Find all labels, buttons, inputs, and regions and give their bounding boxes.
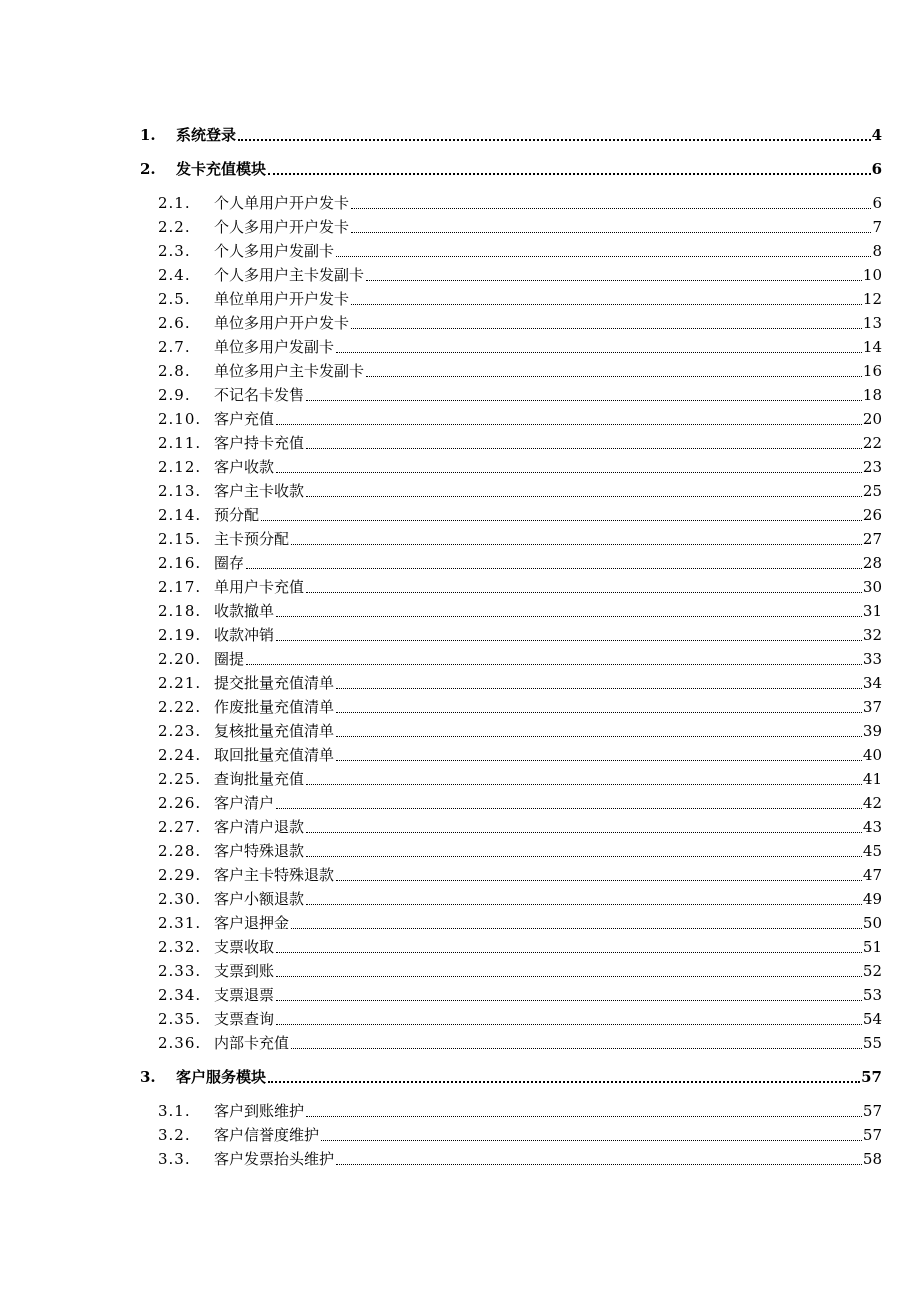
toc-dot-leader bbox=[276, 976, 862, 977]
toc-entry-title: 客户服务模块 bbox=[176, 1068, 267, 1086]
toc-dot-leader bbox=[306, 400, 862, 401]
toc-chapter-entry[interactable] bbox=[0, 1065, 882, 1089]
toc-entry-number: 2.27. bbox=[158, 818, 202, 836]
toc-section-entry[interactable] bbox=[0, 815, 882, 839]
toc-dot-leader bbox=[276, 616, 862, 617]
toc-entry-page-number: 10 bbox=[862, 266, 882, 284]
toc-dot-leader bbox=[336, 880, 862, 881]
toc-dot-leader bbox=[306, 856, 862, 857]
toc-entry-title: 主卡预分配 bbox=[214, 530, 290, 548]
toc-dot-leader bbox=[306, 832, 862, 833]
toc-section-entry[interactable] bbox=[0, 287, 882, 311]
toc-entry-number: 2.26. bbox=[158, 794, 202, 812]
toc-dot-leader bbox=[336, 760, 862, 761]
toc-entry-title: 作废批量充值清单 bbox=[214, 698, 335, 716]
toc-entry-title: 不记名卡发售 bbox=[214, 386, 305, 404]
toc-entry-number: 2.10. bbox=[158, 410, 202, 428]
toc-entry-number: 2.6. bbox=[158, 314, 191, 332]
toc-section-entry[interactable] bbox=[0, 1007, 882, 1031]
toc-entry-page-number: 39 bbox=[862, 722, 882, 740]
toc-entry-title: 个人多用户发副卡 bbox=[214, 242, 335, 260]
toc-entry-number: 3.1. bbox=[158, 1102, 191, 1120]
toc-dot-leader bbox=[336, 712, 862, 713]
toc-entry-title: 圈存 bbox=[214, 554, 245, 572]
toc-section-entry[interactable] bbox=[0, 431, 882, 455]
toc-entry-page-number: 57 bbox=[862, 1102, 882, 1120]
toc-entry-page-number: 47 bbox=[862, 866, 882, 884]
toc-section-entry[interactable] bbox=[0, 599, 882, 623]
toc-section-entry[interactable] bbox=[0, 1031, 882, 1055]
toc-entry-page-number: 57 bbox=[862, 1126, 882, 1144]
toc-entry-title: 客户发票抬头维护 bbox=[214, 1150, 335, 1168]
toc-dot-leader bbox=[351, 304, 862, 305]
toc-entry-page-number: 25 bbox=[862, 482, 882, 500]
toc-section-entry[interactable] bbox=[0, 551, 882, 575]
toc-section-entry[interactable] bbox=[0, 527, 882, 551]
toc-entry-title: 单位单用户开户发卡 bbox=[214, 290, 350, 308]
toc-section-entry[interactable] bbox=[0, 647, 882, 671]
toc-section-entry[interactable] bbox=[0, 359, 882, 383]
toc-entry-number: 3. bbox=[140, 1068, 156, 1086]
toc-entry-title: 单位多用户开户发卡 bbox=[214, 314, 350, 332]
toc-entry-number: 2.34. bbox=[158, 986, 202, 1004]
toc-entry-number: 2.22. bbox=[158, 698, 202, 716]
toc-section-entry[interactable] bbox=[0, 887, 882, 911]
toc-dot-leader bbox=[336, 352, 862, 353]
toc-dot-leader bbox=[306, 448, 862, 449]
toc-entry-title: 查询批量充值 bbox=[214, 770, 305, 788]
toc-section-entry[interactable] bbox=[0, 335, 882, 359]
toc-entry-title: 单用户卡充值 bbox=[214, 578, 305, 596]
toc-entry-page-number: 52 bbox=[862, 962, 882, 980]
toc-entry-number: 3.2. bbox=[158, 1126, 191, 1144]
toc-entry-title: 个人单用户开户发卡 bbox=[214, 194, 350, 212]
toc-entry-page-number: 58 bbox=[862, 1150, 882, 1168]
toc-entry-number: 2.31. bbox=[158, 914, 202, 932]
toc-entry-page-number: 40 bbox=[862, 746, 882, 764]
toc-entry-number: 2.2. bbox=[158, 218, 191, 236]
toc-entry-number: 2.13. bbox=[158, 482, 202, 500]
toc-entry-page-number: 30 bbox=[862, 578, 882, 596]
toc-entry-page-number: 20 bbox=[862, 410, 882, 428]
toc-entry-title: 支票退票 bbox=[214, 986, 275, 1004]
toc-entry-title: 客户收款 bbox=[214, 458, 275, 476]
toc-entry-page-number: 26 bbox=[862, 506, 882, 524]
toc-entry-page-number: 28 bbox=[862, 554, 882, 572]
toc-entry-page-number: 37 bbox=[862, 698, 882, 716]
toc-section-entry[interactable] bbox=[0, 935, 882, 959]
toc-dot-leader bbox=[276, 1000, 862, 1001]
toc-entry-title: 客户持卡充值 bbox=[214, 434, 305, 452]
toc-chapter-entry[interactable] bbox=[0, 157, 882, 181]
toc-section-entry[interactable] bbox=[0, 191, 882, 215]
toc-entry-page-number: 22 bbox=[862, 434, 882, 452]
toc-entry-title: 客户清户 bbox=[214, 794, 275, 812]
toc-section-entry[interactable] bbox=[0, 719, 882, 743]
toc-dot-leader bbox=[291, 544, 862, 545]
toc-entry-page-number: 12 bbox=[862, 290, 882, 308]
toc-section-entry[interactable] bbox=[0, 239, 882, 263]
toc-entry-title: 内部卡充值 bbox=[214, 1034, 290, 1052]
toc-entry-number: 2.7. bbox=[158, 338, 191, 356]
toc-entry-number: 2.25. bbox=[158, 770, 202, 788]
toc-dot-leader bbox=[306, 592, 862, 593]
toc-dot-leader bbox=[291, 928, 862, 929]
toc-section-entry[interactable] bbox=[0, 791, 882, 815]
toc-entry-page-number: 18 bbox=[862, 386, 882, 404]
toc-entry-number: 2.36. bbox=[158, 1034, 202, 1052]
toc-entry-number: 2.11. bbox=[158, 434, 202, 452]
toc-entry-title: 个人多用户开户发卡 bbox=[214, 218, 350, 236]
toc-dot-leader bbox=[306, 904, 862, 905]
toc-entry-number: 2.28. bbox=[158, 842, 202, 860]
toc-entry-title: 支票收取 bbox=[214, 938, 275, 956]
toc-entry-page-number: 4 bbox=[871, 126, 882, 144]
toc-entry-number: 1. bbox=[140, 126, 156, 144]
toc-entry-number: 2.30. bbox=[158, 890, 202, 908]
toc-entry-number: 2.35. bbox=[158, 1010, 202, 1028]
toc-entry-number: 2.4. bbox=[158, 266, 191, 284]
toc-dot-leader bbox=[336, 256, 871, 257]
toc-entry-page-number: 8 bbox=[872, 242, 882, 260]
toc-section-entry[interactable] bbox=[0, 1147, 882, 1171]
toc-section-entry[interactable] bbox=[0, 215, 882, 239]
toc-dot-leader bbox=[306, 1116, 862, 1117]
toc-dot-leader bbox=[366, 280, 862, 281]
toc-entry-number: 2.23. bbox=[158, 722, 202, 740]
toc-section-entry[interactable] bbox=[0, 959, 882, 983]
toc-entry-title: 单位多用户发副卡 bbox=[214, 338, 335, 356]
toc-entry-title: 发卡充值模块 bbox=[176, 160, 267, 178]
toc-entry-page-number: 55 bbox=[862, 1034, 882, 1052]
toc-entry-page-number: 41 bbox=[862, 770, 882, 788]
toc-entry-page-number: 16 bbox=[862, 362, 882, 380]
toc-entry-number: 2.3. bbox=[158, 242, 191, 260]
toc-entry-page-number: 45 bbox=[862, 842, 882, 860]
toc-section-entry[interactable] bbox=[0, 863, 882, 887]
toc-section-entry[interactable] bbox=[0, 623, 882, 647]
toc-entry-title: 客户小额退款 bbox=[214, 890, 305, 908]
toc-chapter-entry[interactable] bbox=[0, 123, 882, 147]
toc-section-entry[interactable] bbox=[0, 911, 882, 935]
toc-entry-title: 复核批量充值清单 bbox=[214, 722, 335, 740]
toc-entry-title: 系统登录 bbox=[176, 126, 237, 144]
toc-entry-page-number: 51 bbox=[862, 938, 882, 956]
toc-section-entry[interactable] bbox=[0, 983, 882, 1007]
toc-entry-number: 2.24. bbox=[158, 746, 202, 764]
toc-dot-leader bbox=[306, 784, 862, 785]
toc-dot-leader bbox=[268, 173, 871, 175]
toc-section-entry[interactable] bbox=[0, 671, 882, 695]
toc-section-entry[interactable] bbox=[0, 479, 882, 503]
toc-dot-leader bbox=[366, 376, 862, 377]
toc-dot-leader bbox=[246, 568, 862, 569]
toc-section-entry[interactable] bbox=[0, 839, 882, 863]
toc-section-entry[interactable] bbox=[0, 1123, 882, 1147]
toc-entry-title: 客户主卡特殊退款 bbox=[214, 866, 335, 884]
toc-section-entry[interactable] bbox=[0, 311, 882, 335]
toc-section-entry[interactable] bbox=[0, 383, 882, 407]
toc-entry-page-number: 50 bbox=[862, 914, 882, 932]
toc-dot-leader bbox=[351, 232, 871, 233]
toc-entry-number: 2.5. bbox=[158, 290, 191, 308]
toc-entry-title: 取回批量充值清单 bbox=[214, 746, 335, 764]
toc-entry-page-number: 33 bbox=[862, 650, 882, 668]
toc-entry-title: 支票到账 bbox=[214, 962, 275, 980]
toc-entry-page-number: 31 bbox=[862, 602, 882, 620]
toc-entry-page-number: 27 bbox=[862, 530, 882, 548]
toc-entry-title: 收款撤单 bbox=[214, 602, 275, 620]
toc-entry-page-number: 32 bbox=[862, 626, 882, 644]
toc-entry-title: 客户退押金 bbox=[214, 914, 290, 932]
toc-entry-title: 圈提 bbox=[214, 650, 245, 668]
toc-section-entry[interactable] bbox=[0, 263, 882, 287]
toc-section-entry[interactable] bbox=[0, 575, 882, 599]
toc-entry-number: 3.3. bbox=[158, 1150, 191, 1168]
toc-dot-leader bbox=[261, 520, 862, 521]
toc-dot-leader bbox=[321, 1140, 862, 1141]
toc-section-entry[interactable] bbox=[0, 743, 882, 767]
toc-entry-title: 客户主卡收款 bbox=[214, 482, 305, 500]
toc-entry-number: 2.9. bbox=[158, 386, 191, 404]
toc-entry-page-number: 6 bbox=[872, 194, 882, 212]
toc-dot-leader bbox=[336, 1164, 862, 1165]
toc-entry-title: 客户特殊退款 bbox=[214, 842, 305, 860]
toc-entry-page-number: 13 bbox=[862, 314, 882, 332]
toc-entry-title: 支票查询 bbox=[214, 1010, 275, 1028]
toc-entry-number: 2.16. bbox=[158, 554, 202, 572]
toc-dot-leader bbox=[291, 1048, 862, 1049]
toc-entry-title: 个人多用户主卡发副卡 bbox=[214, 266, 365, 284]
toc-entry-number: 2.32. bbox=[158, 938, 202, 956]
toc-section-entry[interactable] bbox=[0, 767, 882, 791]
toc-entry-number: 2.14. bbox=[158, 506, 202, 524]
toc-entry-title: 收款冲销 bbox=[214, 626, 275, 644]
toc-entry-number: 2.29. bbox=[158, 866, 202, 884]
toc-dot-leader bbox=[238, 139, 871, 141]
toc-entry-number: 2. bbox=[140, 160, 156, 178]
toc-entry-page-number: 34 bbox=[862, 674, 882, 692]
toc-entry-page-number: 42 bbox=[862, 794, 882, 812]
toc-entry-page-number: 43 bbox=[862, 818, 882, 836]
toc-entry-number: 2.33. bbox=[158, 962, 202, 980]
toc-entry-number: 2.15. bbox=[158, 530, 202, 548]
toc-dot-leader bbox=[351, 208, 871, 209]
toc-entry-number: 2.21. bbox=[158, 674, 202, 692]
toc-entry-title: 预分配 bbox=[214, 506, 260, 524]
toc-entry-number: 2.17. bbox=[158, 578, 202, 596]
toc-dot-leader bbox=[276, 424, 862, 425]
toc-dot-leader bbox=[276, 808, 862, 809]
toc-section-entry[interactable] bbox=[0, 695, 882, 719]
toc-section-entry[interactable] bbox=[0, 455, 882, 479]
toc-dot-leader bbox=[336, 736, 862, 737]
toc-dot-leader bbox=[276, 952, 862, 953]
toc-entry-page-number: 49 bbox=[862, 890, 882, 908]
toc-entry-page-number: 23 bbox=[862, 458, 882, 476]
toc-entry-number: 2.12. bbox=[158, 458, 202, 476]
toc-entry-title: 客户充值 bbox=[214, 410, 275, 428]
toc-entry-page-number: 14 bbox=[862, 338, 882, 356]
toc-entry-title: 单位多用户主卡发副卡 bbox=[214, 362, 365, 380]
toc-entry-page-number: 7 bbox=[872, 218, 882, 236]
toc-entry-number: 2.18. bbox=[158, 602, 202, 620]
toc-entry-title: 客户到账维护 bbox=[214, 1102, 305, 1120]
toc-dot-leader bbox=[351, 328, 862, 329]
toc-entry-number: 2.1. bbox=[158, 194, 191, 212]
toc-entry-page-number: 54 bbox=[862, 1010, 882, 1028]
toc-section-entry[interactable] bbox=[0, 1099, 882, 1123]
toc-dot-leader bbox=[276, 640, 862, 641]
toc-section-entry[interactable] bbox=[0, 503, 882, 527]
toc-dot-leader bbox=[276, 1024, 862, 1025]
toc-entry-number: 2.20. bbox=[158, 650, 202, 668]
toc-entry-title: 提交批量充值清单 bbox=[214, 674, 335, 692]
toc-entry-page-number: 53 bbox=[862, 986, 882, 1004]
toc-entry-page-number: 57 bbox=[861, 1068, 882, 1086]
toc-entry-number: 2.8. bbox=[158, 362, 191, 380]
toc-entry-page-number: 6 bbox=[871, 160, 882, 178]
toc-entry-number: 2.19. bbox=[158, 626, 202, 644]
toc-dot-leader bbox=[306, 496, 862, 497]
toc-dot-leader bbox=[246, 664, 862, 665]
toc-entry-title: 客户信誉度维护 bbox=[214, 1126, 320, 1144]
toc-dot-leader bbox=[268, 1081, 860, 1083]
toc-dot-leader bbox=[276, 472, 862, 473]
toc-dot-leader bbox=[336, 688, 862, 689]
toc-entry-title: 客户清户退款 bbox=[214, 818, 305, 836]
toc-section-entry[interactable] bbox=[0, 407, 882, 431]
